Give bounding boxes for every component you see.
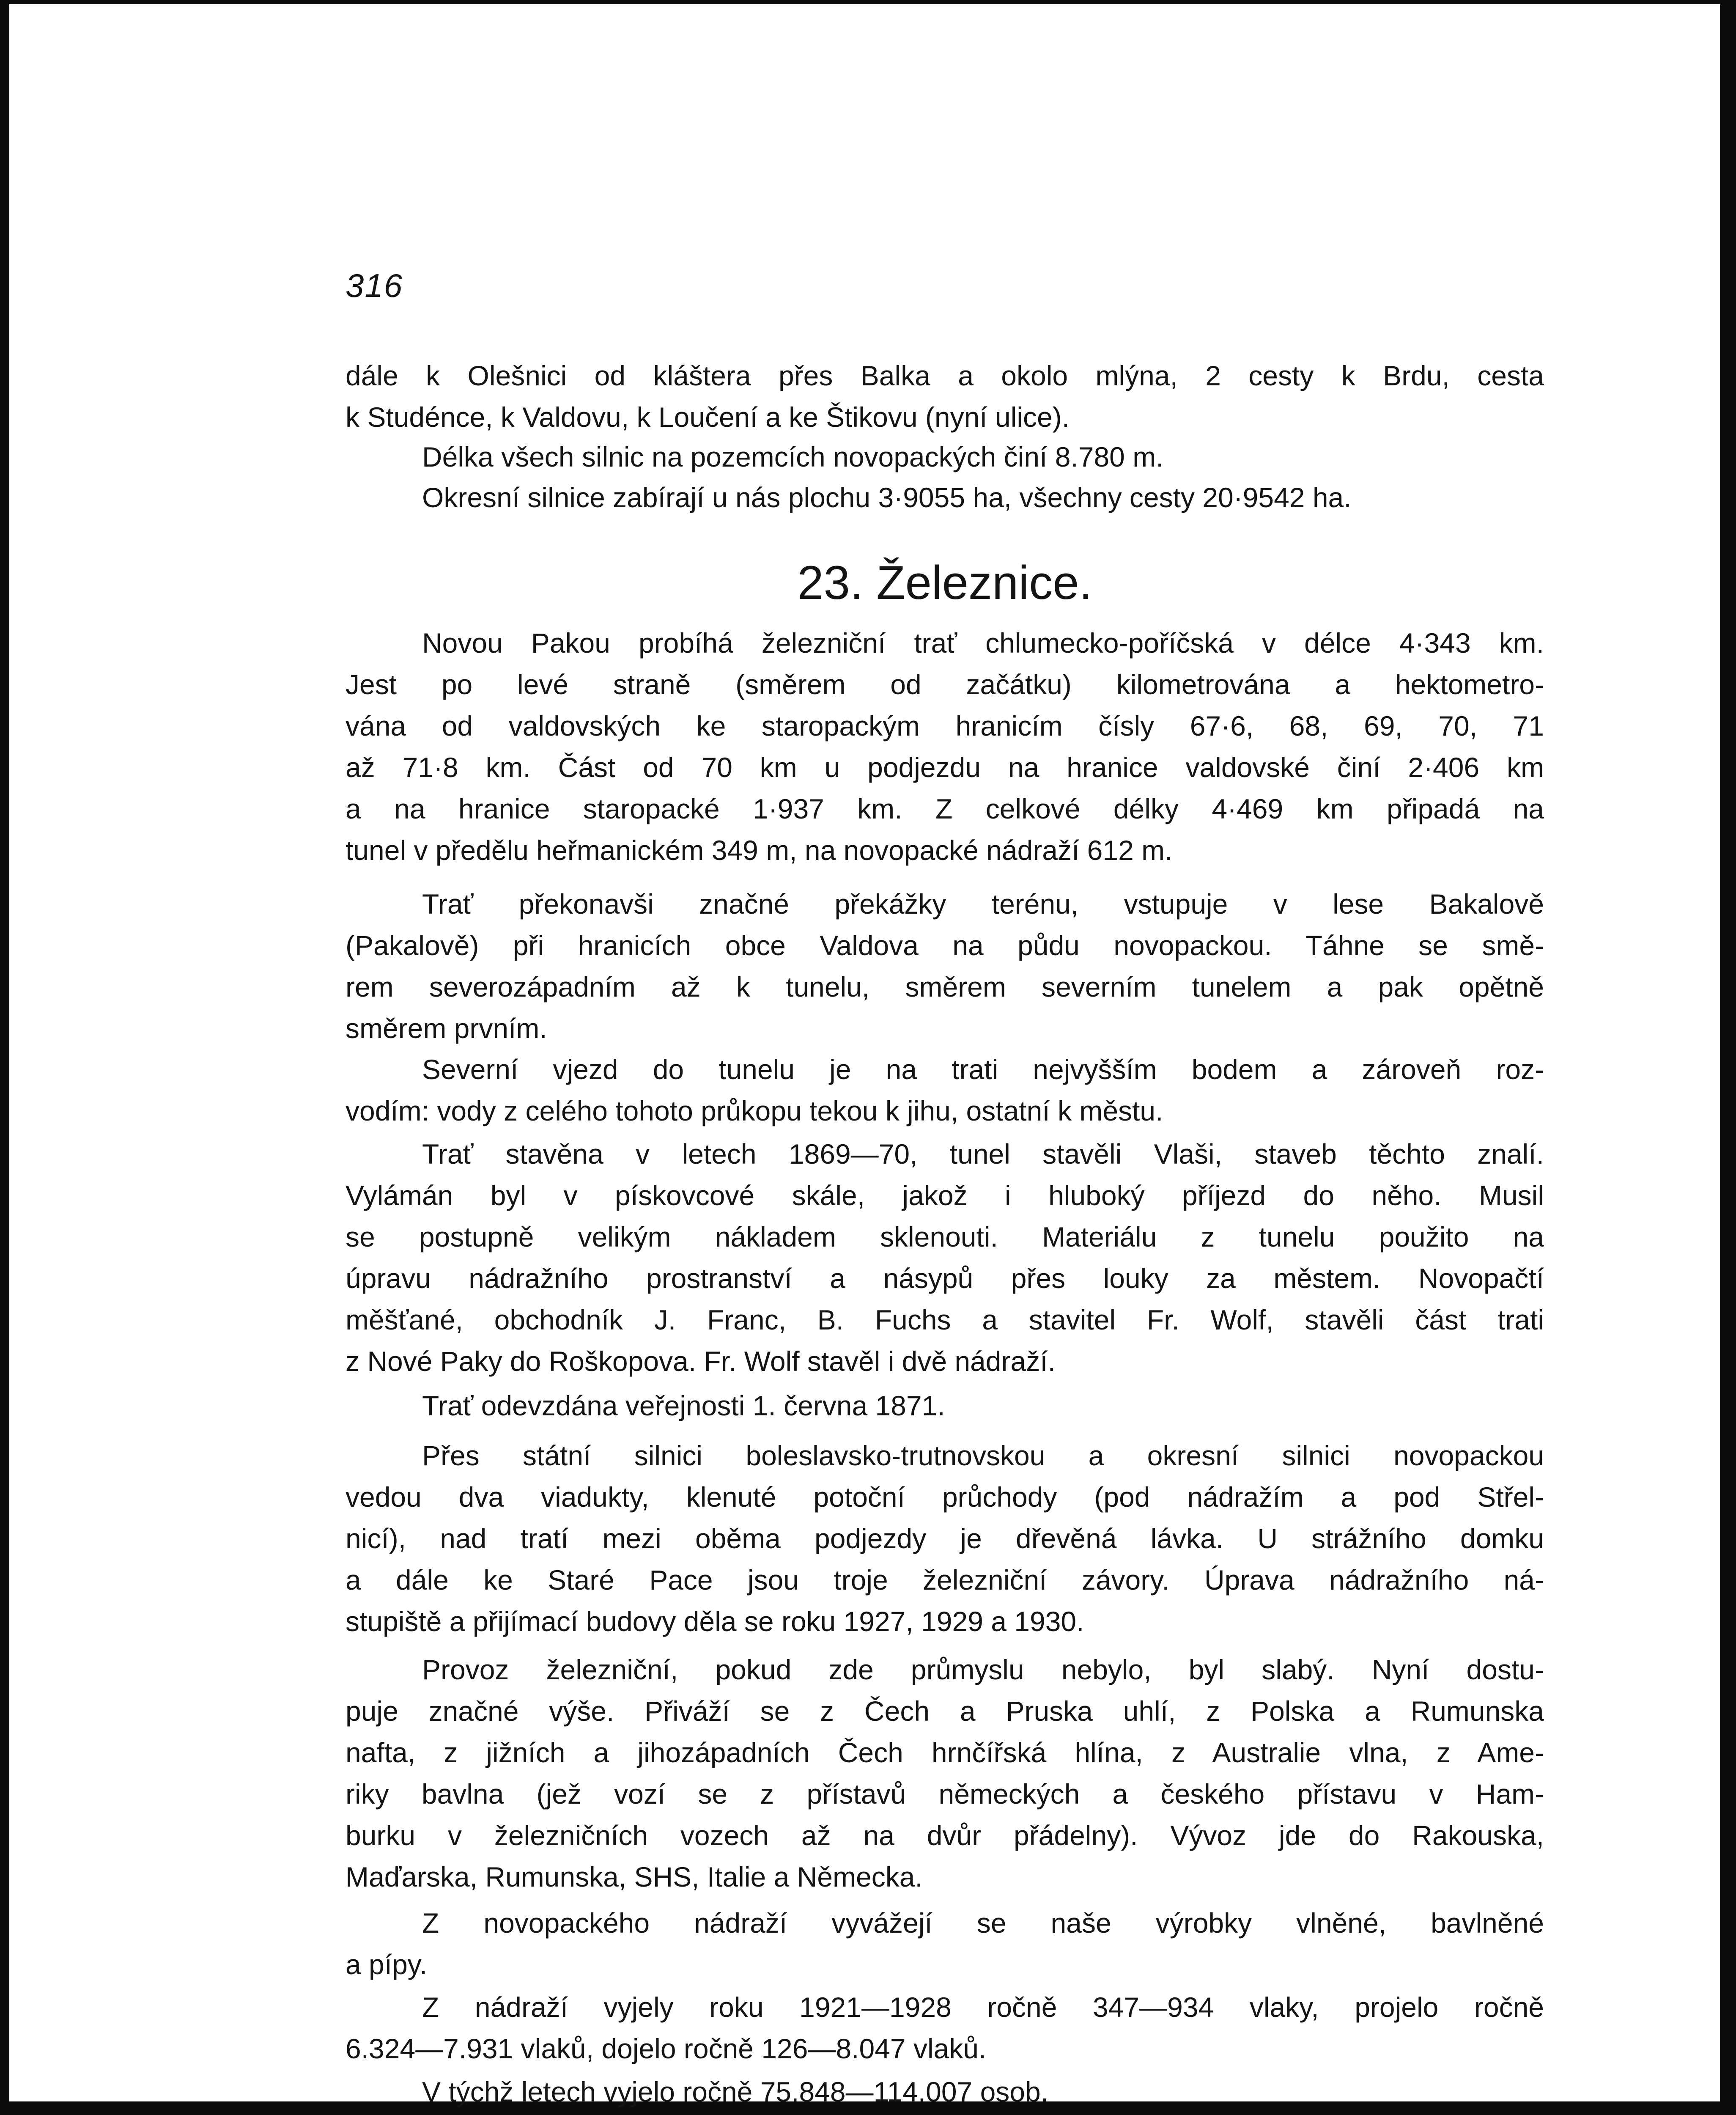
text-line: Okresní silnice zabírají u nás plochu 3·9055 ha, všechny cesty 20·9542 ha. — [422, 482, 1352, 513]
text-line: nicí), nad tratí mezi oběma podjezdy je dřevěná lávka. U strážního domku — [346, 1523, 1544, 1554]
text-line: burku v železničních vozech až na dvůr přádelny). Vývoz jde do Rakouska, — [346, 1820, 1544, 1851]
text-line: tunel v předělu heřmanickém 349 m, na novopacké nádraží 612 m. — [346, 835, 1173, 866]
paragraph — [346, 2071, 1544, 2112]
scan-edge-top — [0, 0, 1736, 4]
text-line: Přes státní silnici boleslavsko-trutnovskou a okresní silnici novopackou — [422, 1440, 1544, 1471]
text-line: Trať překonavši značné překážky terénu, vstupuje v lese Bakalově — [422, 888, 1544, 920]
text-line: z Nové Paky do Roškopova. Fr. Wolf stavěl i dvě nádraží. — [346, 1346, 1056, 1377]
text-line: Z novopackého nádraží vyvážejí se naše výrobky vlněné, bavlněné — [422, 1907, 1544, 1939]
text-line: dále k Olešnici od kláštera přes Balka a okolo mlýna, 2 cesty k Brdu, cesta — [346, 360, 1544, 391]
text-line: a pípy. — [346, 1949, 428, 1980]
paragraph — [346, 1385, 1544, 1426]
paragraph — [346, 355, 1544, 438]
text-line: se postupně velikým nákladem sklenouti. Materiálu z tunelu použito na — [346, 1221, 1544, 1253]
text-line: V týchž letech vyjelo ročně 75.848—114.007 osob. — [422, 2076, 1049, 2107]
text-line: Z nádraží vyjely roku 1921—1928 ročně 347—934 vlaky, projelo ročně — [422, 1991, 1544, 2023]
text-line: vodím: vody z celého tohoto průkopu tekou k jihu, ostatní k městu. — [346, 1095, 1163, 1126]
text-line: vedou dva viadukty, klenuté potoční průchody (pod nádražím a pod Střel- — [346, 1481, 1544, 1513]
paragraph — [346, 1133, 1544, 1382]
text-line: Maďarska, Rumunska, SHS, Italie a Německa. — [346, 1861, 923, 1893]
text-line: Jest po levé straně (směrem od začátku) kilometrována a hektometro- — [346, 669, 1544, 700]
text-line: k Studénce, k Valdovu, k Loučení a ke Štikovu (nyní ulice). — [346, 401, 1070, 433]
text-line: Trať odevzdána veřejnosti 1. června 1871. — [422, 1390, 945, 1421]
text-line: stupiště a přijímací budovy děla se roku 1927, 1929 a 1930. — [346, 1606, 1084, 1637]
text-line: Severní vjezd do tunelu je na trati nejvyšším bodem a zároveň roz- — [422, 1054, 1544, 1085]
text-line: 6.324—7.931 vlaků, dojelo ročně 126—8.047 vlaků. — [346, 2033, 987, 2064]
scan-edge-right — [1720, 0, 1736, 2115]
text-line: (Pakalově) při hranicích obce Valdova na půdu novopackou. Táhne se smě- — [346, 930, 1544, 961]
scan-edge-left — [0, 0, 9, 2115]
text-line: úpravu nádražního prostranství a násypů přes louky za městem. Novopačtí — [346, 1263, 1544, 1294]
text-line: měšťané, obchodník J. Franc, B. Fuchs a stavitel Fr. Wolf, stavěli část trati — [346, 1304, 1544, 1335]
text-line: puje značné výše. Přiváží se z Čech a Pruska uhlí, z Polska a Rumunska — [346, 1695, 1544, 1727]
text-line: Novou Pakou probíhá železniční trať chlumecko-poříčská v délce 4·343 km. — [422, 627, 1544, 659]
text-line: Trať stavěna v letech 1869—70, tunel stavěli Vlaši, staveb těchto znalí. — [422, 1138, 1544, 1170]
text-line: riky bavlna (jež vozí se z přístavů německých a českého přístavu v Ham- — [346, 1778, 1544, 1810]
text-line: a na hranice staropacké 1·937 km. Z celkové délky 4·469 km připadá na — [346, 793, 1544, 824]
page-number: 316 — [346, 267, 403, 304]
paragraph — [346, 1049, 1544, 1132]
text-line: až 71·8 km. Část od 70 km u podjezdu na hranice valdovské činí 2·406 km — [346, 752, 1544, 783]
text-line: Provoz železniční, pokud zde průmyslu nebylo, byl slabý. Nyní dostu- — [422, 1654, 1544, 1685]
paragraph — [346, 1435, 1544, 1642]
text-line: Vylámán byl v pískovcové skále, jakož i hluboký příjezd do něho. Musil — [346, 1180, 1544, 1211]
paragraph — [346, 436, 1544, 478]
section-heading: 23. Železnice. — [797, 556, 1092, 609]
paragraph — [346, 1986, 1544, 2069]
paragraph — [346, 883, 1544, 1049]
text-line: nafta, z jižních a jihozápadních Čech hrnčířská hlína, z Australie vlna, z Ame- — [346, 1737, 1544, 1768]
paragraph — [346, 477, 1544, 518]
text-line: vána od valdovských ke staropackým hranicím čísly 67·6, 68, 69, 70, 71 — [346, 710, 1544, 742]
text-line: Délka všech silnic na pozemcích novopackých činí 8.780 m. — [422, 441, 1164, 472]
text-line: a dále ke Staré Pace jsou troje železniční závory. Úprava nádražního ná- — [346, 1564, 1544, 1596]
paragraph — [346, 1649, 1544, 1898]
paragraph — [346, 1902, 1544, 1985]
paragraph — [346, 622, 1544, 871]
text-line: rem severozápadním až k tunelu, směrem severním tunelem a pak opětně — [346, 971, 1544, 1003]
text-line: směrem prvním. — [346, 1013, 547, 1044]
